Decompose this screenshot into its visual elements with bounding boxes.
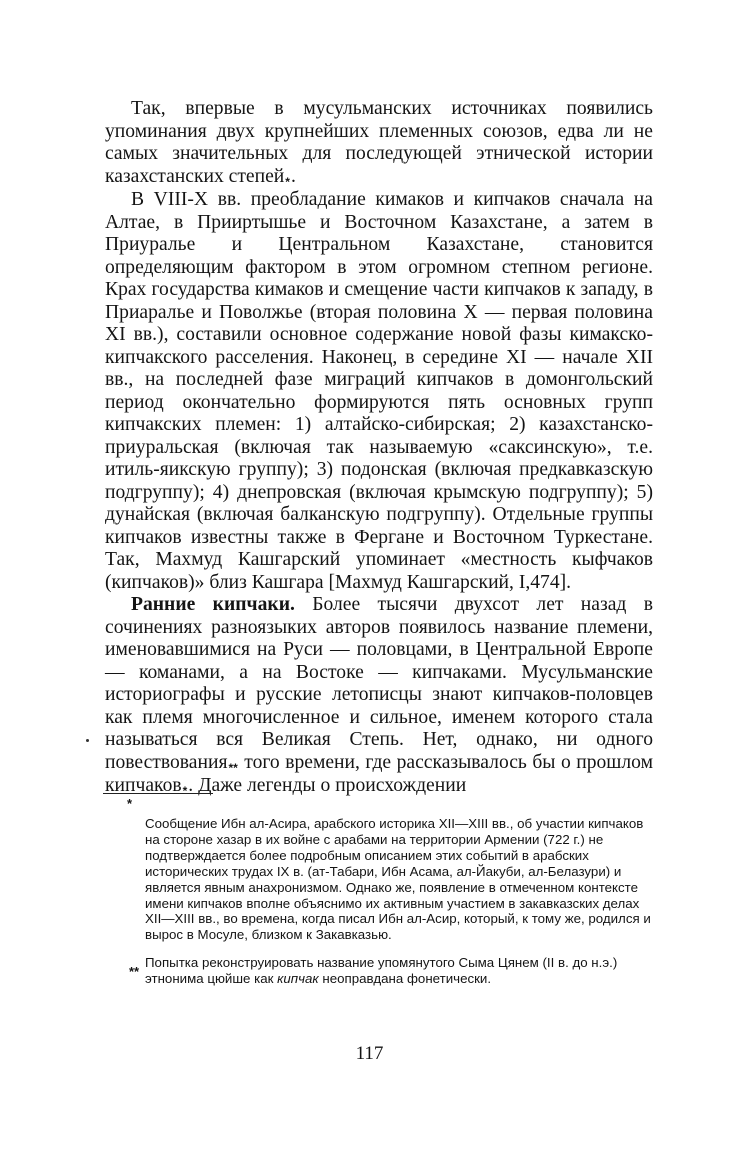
footnotes <box>145 816 653 987</box>
footnote-2-text-b: неоправдана фонетически. <box>318 971 492 987</box>
paragraph-2: В VIII-X вв. преобладание кимаков и кипчаков сначала на Алтае, в Прииртышье и Восточном Казахстане, а затем в Приуралье и Центральном Казахстане, становится определяющим фактором в этом огромном степном регионе. Крах государства кимаков и смещение части кипчаков к западу, в Приаралье и Поволжье (вторая половина X — первая половина XI вв.), составили основное содержание новой фазы кимакско-кипчакского расселения. Наконец, в середине XI — начале XII вв., на последней фазе миграций кипчаков в домонгольский период окончательно формируются пять основных групп кипчакских племен: 1) алтайско-сибирская; 2) казахстанско-приуральская (включая так называемую «саксинскую», т.е. итиль-яикскую группу); 3) подонская (включая предкавказскую подгруппу); 4) днепровская (включая крымскую подгруппу); 5) дунайская (включая балканскую подгруппу). Отдельные группы кипчаков известны также в Фергане и Восточном Туркестане. Так, Махмуд Кашгарский упоминает «местность кыфчаков (кипчаков)» близ Кашгара [Махмуд Кашгарский, I,474]. <box>105 189 653 593</box>
footnote-marker-1: * <box>285 174 290 189</box>
footnote-marker-3: * <box>182 784 188 798</box>
paragraph-1-text: Так, впервые в мусульманских источниках появились упоминания двух крупнейших племенных союзов, едва ли не самых значительных для последующей этнической истории казахстанских степей <box>105 98 653 187</box>
paragraph-1-tail: . <box>290 165 296 187</box>
footnote-separator <box>103 793 213 794</box>
footnote-2 <box>145 955 653 987</box>
footnote-2-italic-term: кипчак <box>277 971 319 987</box>
paragraph-3-text-b: того времени, где рассказывалось бы о прошлом кипчаков <box>105 751 653 796</box>
section-heading: Ранние кипчаки. <box>131 594 295 615</box>
footnote-1-marker: * <box>127 796 133 811</box>
paragraph-3-text-c: . Даже легенды о происхождении <box>188 775 467 796</box>
scan-speck <box>86 739 89 742</box>
paragraph-1 <box>105 98 653 189</box>
paragraph-3-text-a: Более тысячи двухсот лет назад в сочинениях разноязыких авторов появилось название племени, именовавшимися на Руси — половцами, в Центральной Европе — команами, а на Востоке — кипчаками. Мусульманские историографы и русские летописцы знают кипчаков-половцев как племя многочисленное и сильное, именем которого стала называться вся Великая Степь. Нет, однако, ни одного повествования <box>105 594 654 773</box>
footnote-marker-2: ** <box>228 760 238 775</box>
paragraph-3 <box>105 594 653 799</box>
footnote-2-marker: ** <box>129 964 140 979</box>
page-number: 117 <box>355 1043 384 1064</box>
main-text <box>105 98 653 799</box>
footnote-1: Сообщение Ибн ал-Асира, арабского историка XII—XIII вв., об участии кипчаков на стороне хазар в их войне с арабами на территории Армении (722 г.) не подтверждается более подробным описанием этих событий в арабских исторических трудах IX в. (ат-Табари, Ибн Асама, ал-Йакуби, ал-Белазури) и является явным анахронизмом. Однако же, появление в отмеченном контексте имени кипчаков вполне объяснимо их активным участием в закавказских делах XII—XIII вв., во времена, когда писал Ибн ал-Асир, который, к тому же, родился и вырос в Мосуле, близком к Закавказью. <box>145 816 651 943</box>
footnote-2-text-a: Попытка реконструировать название упомянутого Сыма Цянем (II в. до н.э.) этнонима цюйше как <box>145 955 618 987</box>
